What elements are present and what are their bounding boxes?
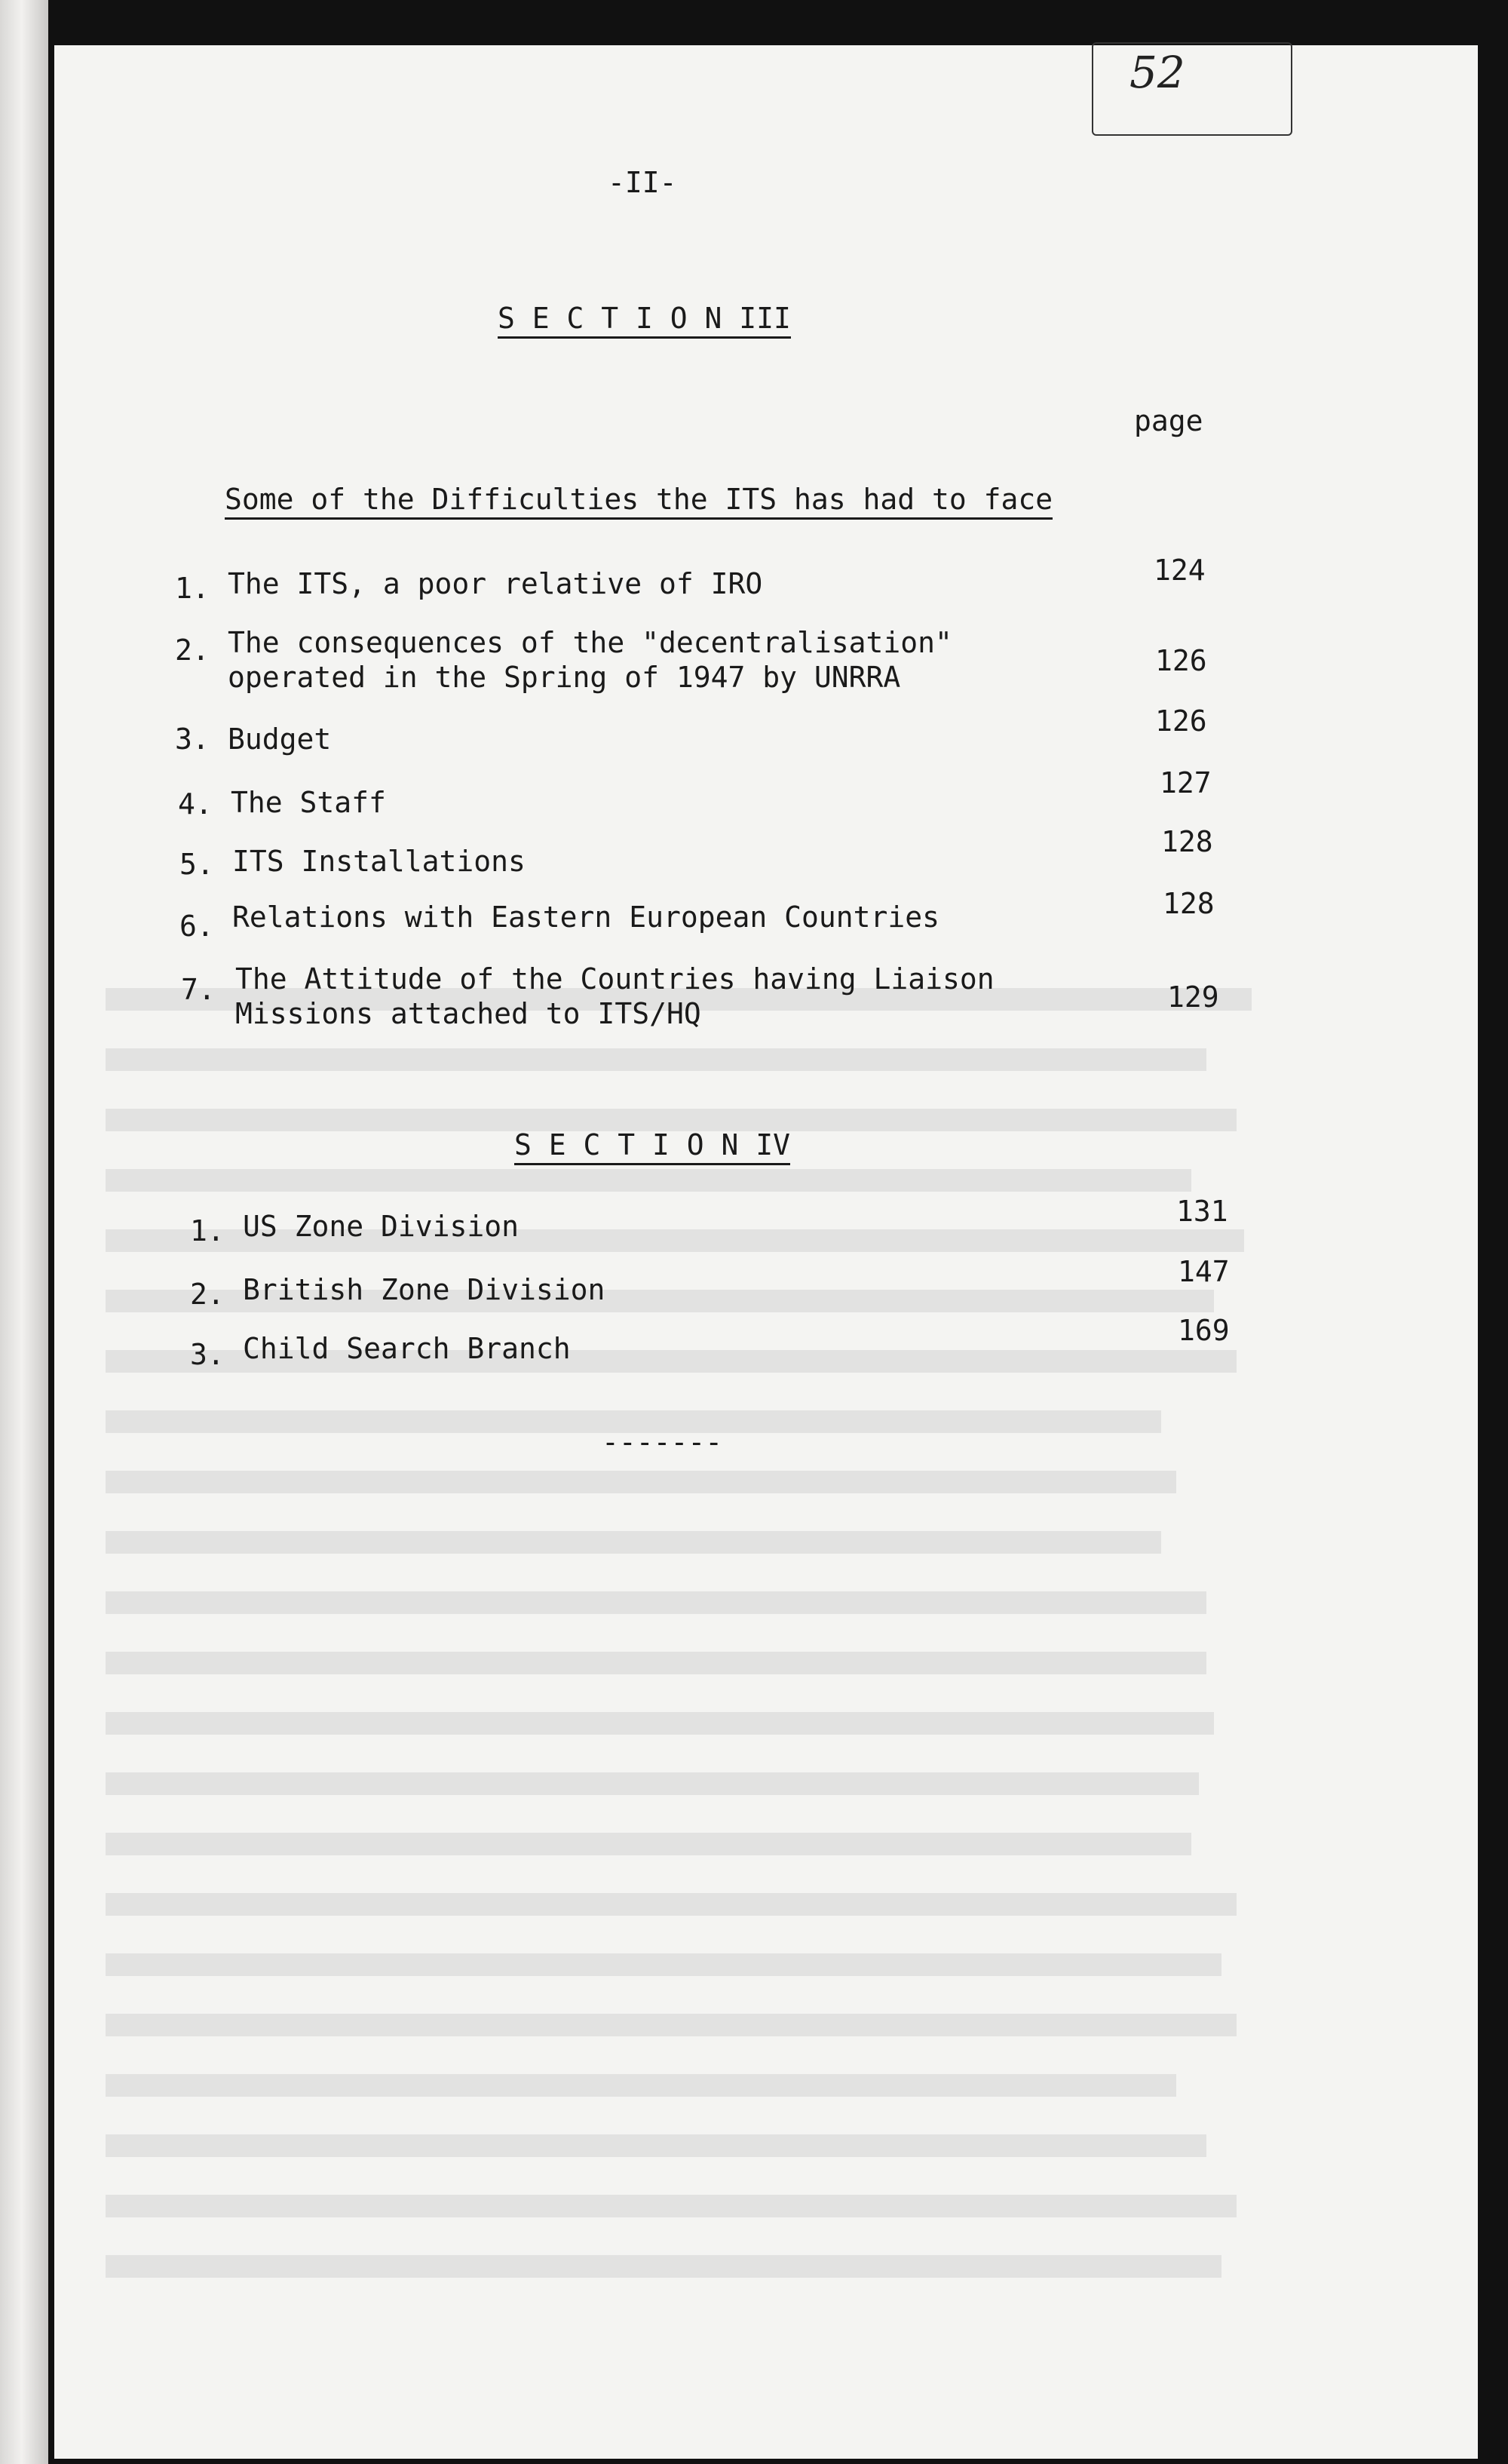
toc-item-title: Relations with Eastern European Countries xyxy=(232,901,939,934)
toc-item-number: 3. xyxy=(175,723,210,756)
toc-item-number: 4. xyxy=(178,787,213,821)
toc-item-number: 6. xyxy=(179,910,214,943)
toc-item-title-continued: Missions attached to ITS/HQ xyxy=(235,997,701,1030)
toc-item-page: 128 xyxy=(1163,887,1215,920)
toc-item-number: 2. xyxy=(190,1278,225,1311)
folio-stamp-box xyxy=(1092,42,1292,136)
section-iv-heading: S E C T I O N IV xyxy=(514,1128,790,1161)
toc-item-number: 3. xyxy=(190,1338,225,1371)
toc-item-page: 124 xyxy=(1154,554,1206,587)
page-marker: -II- xyxy=(608,166,677,199)
toc-item-number: 7. xyxy=(181,973,216,1006)
toc-item-page: 128 xyxy=(1161,825,1213,858)
section-iii-subheading: Some of the Difficulties the ITS has had to face xyxy=(225,483,1053,516)
section-iii-heading: S E C T I O N III xyxy=(498,302,791,335)
toc-item-page: 127 xyxy=(1160,766,1212,799)
toc-item-page: 147 xyxy=(1178,1255,1230,1288)
toc-item-page: 131 xyxy=(1176,1195,1228,1228)
folio-number: 52 xyxy=(1129,47,1185,98)
toc-item-title: British Zone Division xyxy=(243,1273,605,1306)
toc-item-title: US Zone Division xyxy=(243,1210,520,1243)
toc-item-title: ITS Installations xyxy=(232,845,526,878)
toc-item-page: 126 xyxy=(1155,704,1207,738)
toc-item-number: 2. xyxy=(175,634,210,667)
end-rule: ------- xyxy=(602,1425,723,1459)
toc-item-number: 5. xyxy=(179,848,214,881)
toc-item-title: Budget xyxy=(228,723,332,756)
page-column-label: page xyxy=(1134,404,1203,437)
toc-item-page: 169 xyxy=(1178,1314,1230,1347)
binder-edge xyxy=(0,0,48,2464)
toc-item-title: The consequences of the "decentralisation" xyxy=(228,626,952,659)
toc-item-page: 126 xyxy=(1155,644,1207,677)
toc-item-page: 129 xyxy=(1167,980,1219,1014)
toc-item-number: 1. xyxy=(190,1214,225,1247)
toc-item-title: The Attitude of the Countries having Liaison xyxy=(235,962,995,996)
toc-item-number: 1. xyxy=(175,572,210,605)
toc-item-title: The ITS, a poor relative of IRO xyxy=(228,567,763,600)
toc-item-title: Child Search Branch xyxy=(243,1332,571,1365)
toc-item-title: The Staff xyxy=(231,786,386,819)
toc-item-title-continued: operated in the Spring of 1947 by UNRRA xyxy=(228,661,901,694)
document-page xyxy=(54,45,1478,2459)
